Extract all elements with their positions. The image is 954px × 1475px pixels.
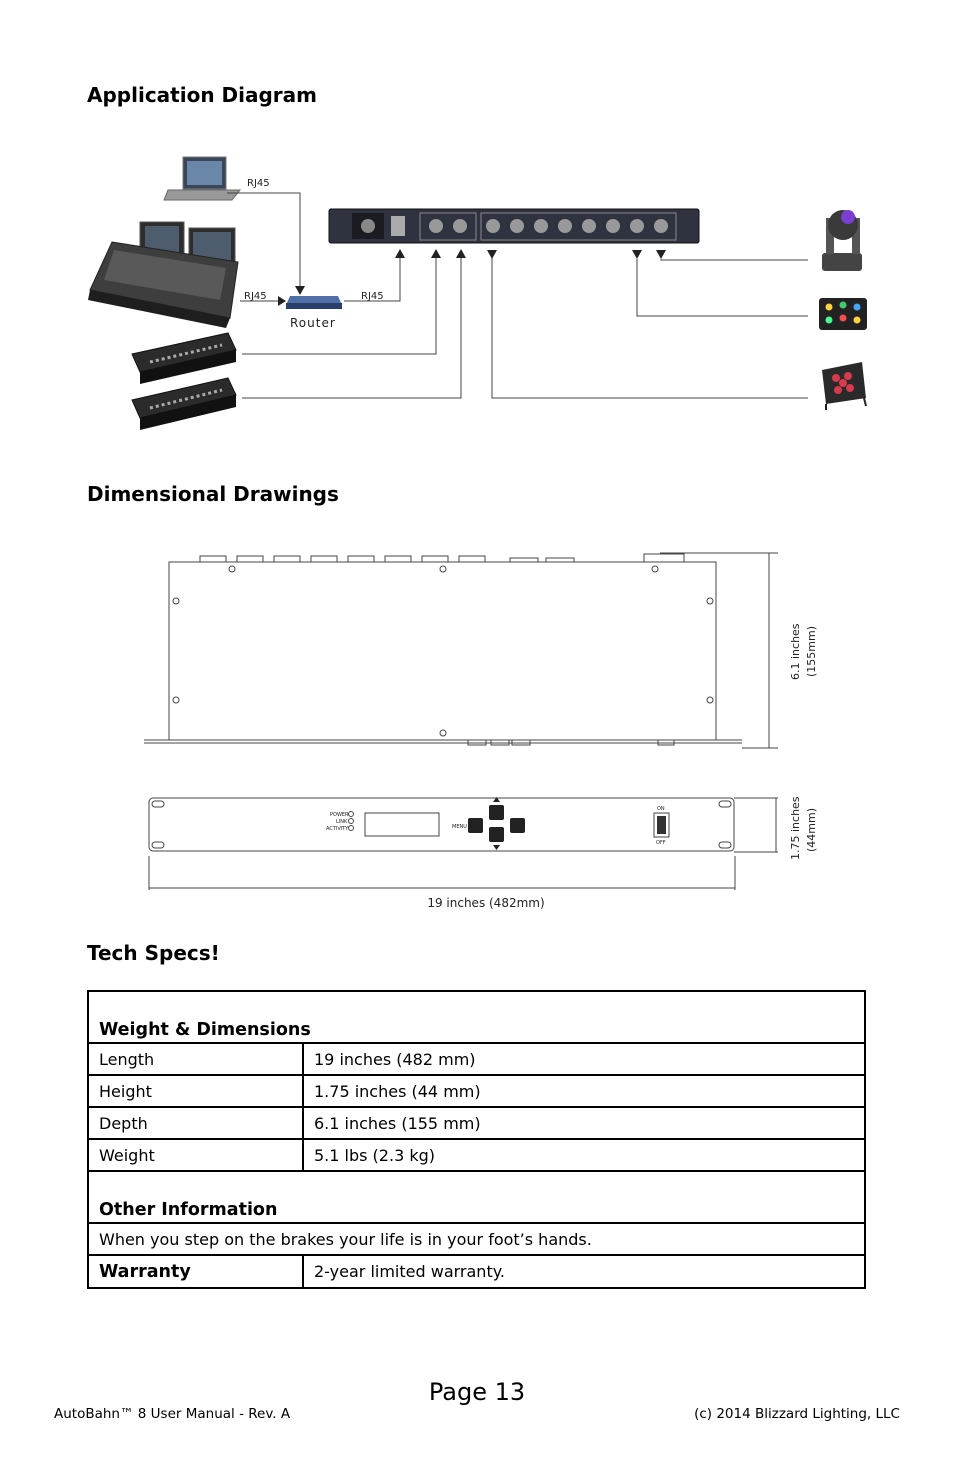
rj45-label-right: RJ45 [361, 291, 384, 302]
panel-power-label: POWER [330, 812, 349, 818]
top-view-drawing [144, 553, 778, 748]
depth-dimension-sub-label: (155mm) [805, 625, 818, 677]
table-row [88, 1075, 865, 1107]
application-diagram-heading: Application Diagram [87, 83, 317, 107]
width-dimension-label: 19 inches (482mm) [427, 896, 545, 910]
spec-label-weight: Weight [88, 1139, 303, 1171]
height-dimension-label: 1.75 inches [789, 796, 802, 860]
table-row [88, 1255, 865, 1288]
other-information-text: When you step on the brakes your life is in your foot’s hands. [88, 1223, 865, 1255]
weight-dimensions-title: Weight & Dimensions [88, 991, 865, 1043]
panel-activity-label: ACTIVITY [326, 826, 349, 832]
spec-label-depth: Depth [88, 1107, 303, 1139]
table-section-row [88, 1171, 865, 1223]
spec-value-depth: 6.1 inches (155 mm) [303, 1107, 865, 1139]
table-row [88, 1223, 865, 1255]
spec-label-height: Height [88, 1075, 303, 1107]
table-row [88, 1107, 865, 1139]
rj45-label-left: RJ45 [244, 291, 267, 302]
other-information-title: Other Information [88, 1171, 865, 1223]
dimensional-drawings-heading: Dimensional Drawings [87, 482, 339, 506]
table-section-row [88, 991, 865, 1043]
footer-left: AutoBahn™ 8 User Manual - Rev. A [54, 1406, 291, 1422]
router-label: Router [290, 316, 336, 330]
height-dimension-sub-label: (44mm) [805, 807, 818, 852]
panel-link-label: LINK [336, 819, 348, 825]
warranty-value: 2-year limited warranty. [303, 1255, 865, 1288]
warranty-label: Warranty [88, 1255, 303, 1288]
spec-value-length: 19 inches (482 mm) [303, 1043, 865, 1075]
front-panel-drawing [149, 797, 778, 890]
footer-right: (c) 2014 Blizzard Lighting, LLC [694, 1406, 900, 1422]
spec-value-height: 1.75 inches (44 mm) [303, 1075, 865, 1107]
panel-on-label: ON [657, 806, 665, 812]
page-number: Page 13 [428, 1378, 526, 1406]
panel-off-label: OFF [656, 840, 666, 846]
tech-specs-heading: Tech Specs! [87, 941, 220, 965]
rj45-label-top: RJ45 [247, 178, 270, 189]
depth-dimension-label: 6.1 inches [789, 623, 802, 680]
spec-value-weight: 5.1 lbs (2.3 kg) [303, 1139, 865, 1171]
table-row [88, 1139, 865, 1171]
table-row [88, 1043, 865, 1075]
tech-specs-table [87, 990, 866, 1289]
panel-menu-label: MENU [452, 824, 467, 830]
spec-label-length: Length [88, 1043, 303, 1075]
